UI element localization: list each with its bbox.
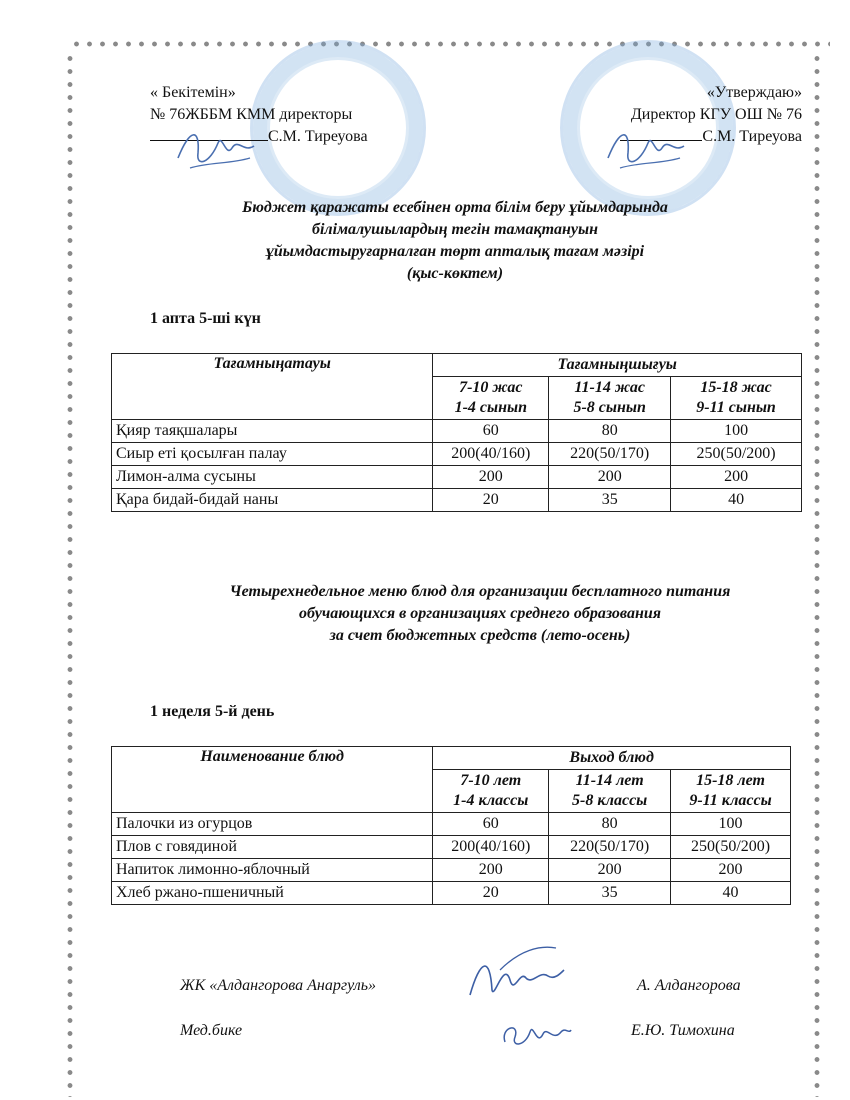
title-ru-line: за счет бюджетных средств (лето-осень) (329, 627, 631, 644)
dish-name: Хлеб ржано-пшеничный (112, 882, 433, 905)
portion-value: 200 (671, 466, 802, 489)
table-row (112, 882, 791, 905)
age-group-header: 15-18 лет 9-11 классы (671, 770, 791, 813)
portion-value: 250(50/200) (671, 836, 791, 859)
portion-value: 200 (671, 859, 791, 882)
table-row (112, 489, 802, 512)
title-ru-line: Четырехнедельное меню блюд для организации бесплатного питания (229, 583, 731, 600)
dish-name: Напиток лимонно-яблочный (112, 859, 433, 882)
footer-entrepreneur: ЖК «Алдангорова Анаргуль» (180, 977, 377, 994)
portion-value: 200 (433, 466, 549, 489)
signature-nurse (495, 1012, 575, 1057)
dish-name: Сиыр еті қосылған палау (112, 443, 433, 466)
table-row (112, 466, 802, 489)
table-row (112, 443, 802, 466)
director-signature-right (600, 118, 690, 178)
dotted-border-top (70, 40, 830, 48)
approval-kz-director: С.М. Тиреуова (268, 128, 368, 145)
col-header-name: Тағамныңатауы (112, 354, 433, 420)
approval-kz-line1: « Бекітемін» (150, 84, 236, 101)
approval-kz-line2: № 76ЖББМ КММ директоры (150, 106, 353, 123)
portion-value: 35 (549, 882, 671, 905)
portion-value: 200 (549, 859, 671, 882)
dotted-border-left (66, 52, 74, 1097)
day-heading-ru: 1 неделя 5-й день (150, 703, 275, 720)
portion-value: 100 (671, 420, 802, 443)
portion-value: 20 (433, 489, 549, 512)
dish-name: Қара бидай-бидай наны (112, 489, 433, 512)
portion-value: 40 (671, 489, 802, 512)
portion-value: 60 (433, 813, 549, 836)
table-row (112, 420, 802, 443)
approval-ru-director: С.М. Тиреуова (702, 128, 802, 145)
portion-value: 80 (549, 813, 671, 836)
col-header-output: Выход блюд (433, 747, 791, 770)
approval-ru-line2: Директор КГУ ОШ № 76 (630, 106, 802, 123)
title-kz-line: (қыс-көктем) (406, 265, 504, 282)
portion-value: 200 (549, 466, 671, 489)
portion-value: 250(50/200) (671, 443, 802, 466)
col-header-name: Наименование блюд (112, 747, 433, 813)
menu-table-kz (111, 353, 802, 512)
day-heading-kz: 1 апта 5-ші күн (150, 310, 261, 327)
age-group-header: 7-10 лет 1-4 классы (433, 770, 549, 813)
portion-value: 100 (671, 813, 791, 836)
age-group-header: 15-18 жас 9-11 сынып (671, 377, 802, 420)
director-signature-left (170, 118, 260, 178)
dish-name: Қияр таяқшалары (112, 420, 433, 443)
portion-value: 80 (549, 420, 671, 443)
portion-value: 60 (433, 420, 549, 443)
portion-value: 220(50/170) (549, 836, 671, 859)
signature-entrepreneur (460, 940, 570, 1010)
footer-entrepreneur-name: А. Алдангорова (637, 977, 741, 994)
dish-name: Палочки из огурцов (112, 813, 433, 836)
portion-value: 200(40/160) (433, 836, 549, 859)
title-kz-line: білімалушылардың тегін тамақтануын (312, 221, 598, 238)
menu-table-ru (111, 746, 791, 905)
menu-title-kz (110, 197, 800, 285)
footer-nurse-name: Е.Ю. Тимохина (631, 1022, 735, 1039)
footer-nurse: Мед.бике (180, 1022, 243, 1039)
age-group-header: 11-14 лет 5-8 классы (549, 770, 671, 813)
title-kz-line: Бюджет қаражаты есебінен орта білім беру ұйымдарында (242, 199, 668, 216)
portion-value: 35 (549, 489, 671, 512)
menu-title-ru (150, 581, 810, 647)
table-row (112, 836, 791, 859)
portion-value: 200 (433, 859, 549, 882)
portion-value: 40 (671, 882, 791, 905)
age-group-header: 11-14 жас 5-8 сынып (549, 377, 671, 420)
portion-value: 220(50/170) (549, 443, 671, 466)
col-header-output: Тағамныңшығуы (433, 354, 802, 377)
portion-value: 200(40/160) (433, 443, 549, 466)
dotted-border-right (813, 52, 821, 1097)
dish-name: Лимон-алма сусыны (112, 466, 433, 489)
approval-ru-line1: «Утверждаю» (706, 84, 802, 101)
portion-value: 20 (433, 882, 549, 905)
table-row (112, 859, 791, 882)
title-kz-line: ұйымдастыруғарналған төрт апталық тағам мәзірі (265, 243, 645, 260)
table-row (112, 813, 791, 836)
dish-name: Плов с говядиной (112, 836, 433, 859)
age-group-header: 7-10 жас 1-4 сынып (433, 377, 549, 420)
title-ru-line: обучающихся в организациях среднего образования (299, 605, 661, 622)
